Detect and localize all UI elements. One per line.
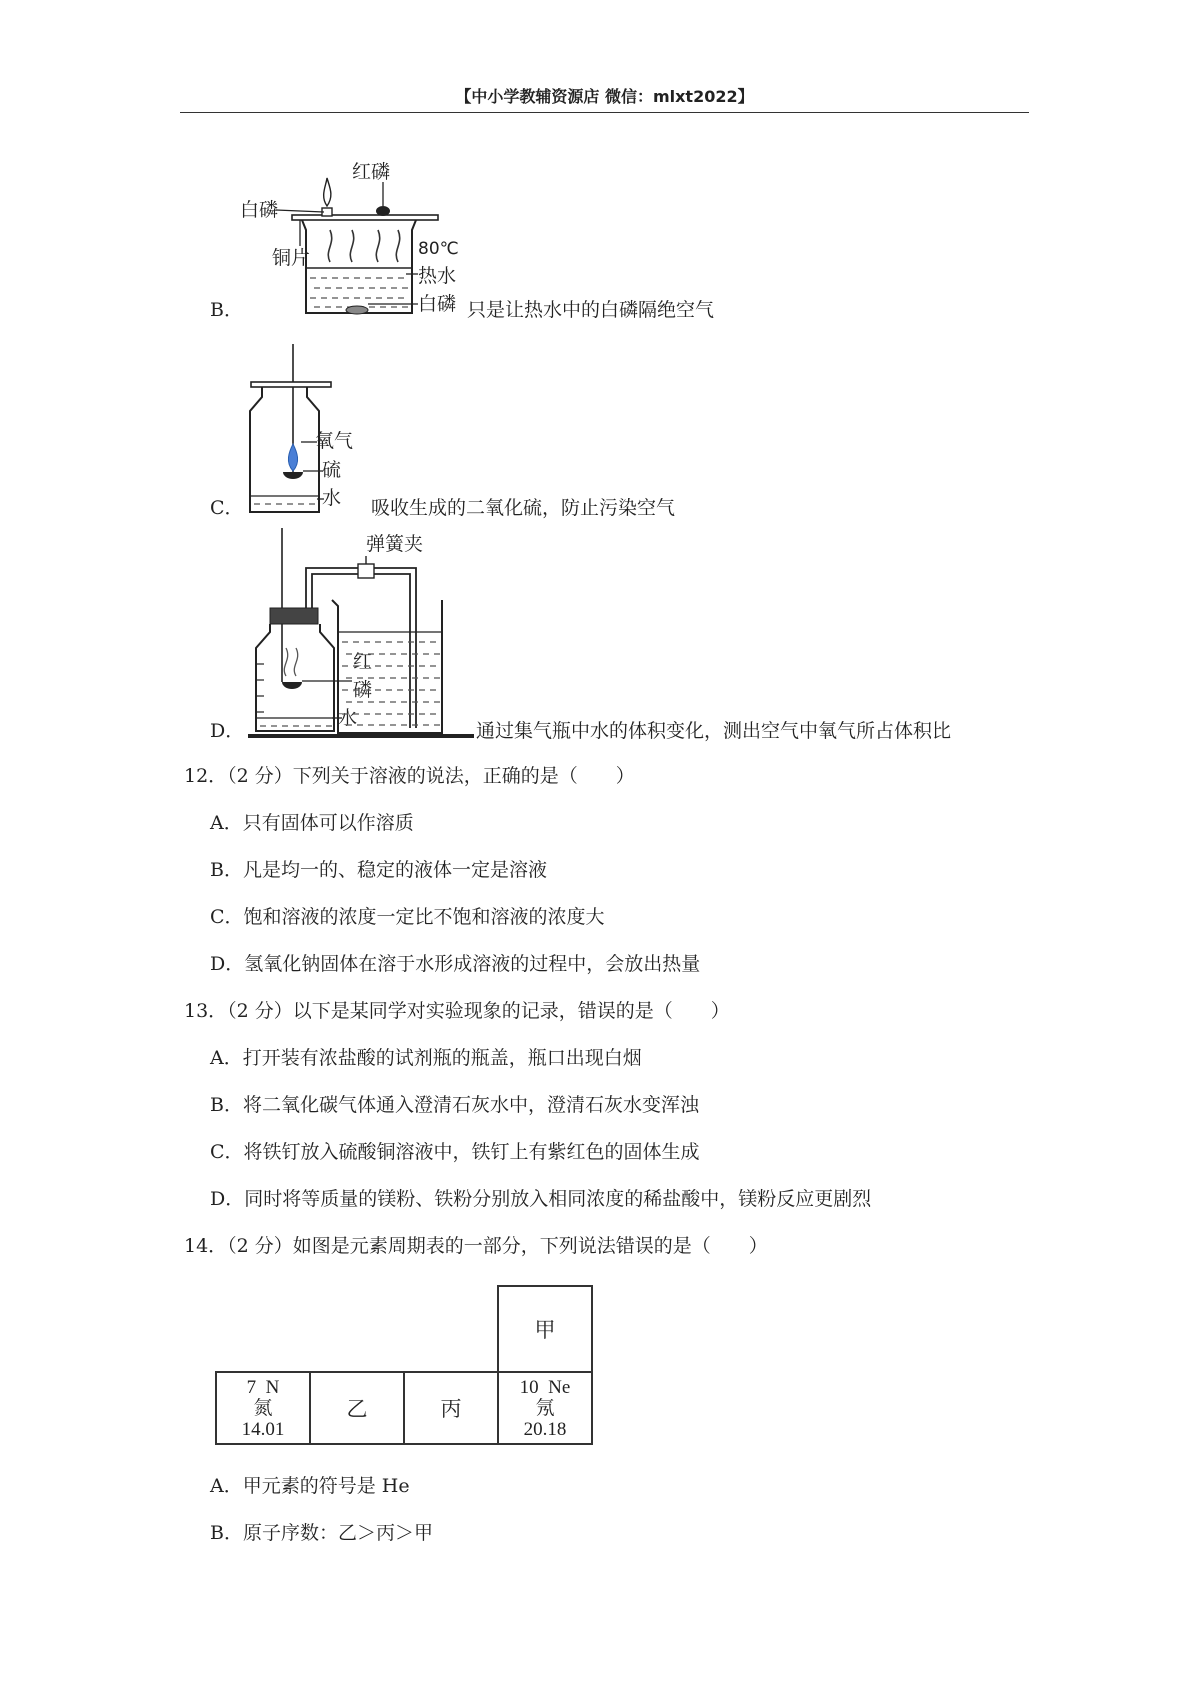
- q13-option-c: C．将铁钉放入硫酸铜溶液中，铁钉上有紫红色的固体生成: [210, 1141, 700, 1163]
- q12-option-c: C．饱和溶液的浓度一定比不饱和溶液的浓度大: [210, 906, 605, 928]
- flame-icon: [324, 178, 331, 206]
- label-spring-clip: 弹簧夹: [366, 533, 424, 555]
- cell-neon: [498, 1372, 592, 1444]
- figure-c-sulfur-in-oxygen: [245, 344, 370, 514]
- q11-option-d-text: 通过集气瓶中水的体积变化，测出空气中氧气所占体积比: [476, 720, 952, 742]
- page-header: 【中小学教辅资源店 微信：mlxt2022】: [180, 86, 1029, 113]
- q11-option-c-text: 吸收生成的二氧化硫，防止污染空气: [371, 497, 676, 519]
- spring-clip-shape: [358, 564, 374, 578]
- label-white-phosphorus-top: 白磷: [240, 199, 279, 221]
- label-water: 水: [322, 487, 342, 509]
- q11-option-b-text: 只是让热水中的白磷隔绝空气: [467, 299, 715, 321]
- nitrogen-name: 氮: [253, 1397, 273, 1419]
- red-phosphorus-shape: [376, 206, 390, 216]
- q11-option-d-letter: D．: [210, 720, 245, 742]
- q11-option-c-letter: C．: [210, 497, 244, 519]
- cell-yi: 乙: [310, 1372, 404, 1444]
- label-phosphorus: 磷: [353, 679, 373, 701]
- q13-stem: 13．（2 分）以下是某同学对实验现象的记录，错误的是（ ）: [184, 1000, 730, 1022]
- cell-jia: 甲: [498, 1286, 592, 1372]
- q13-option-a: A．打开装有浓盐酸的试剂瓶的瓶盖，瓶口出现白烟: [210, 1047, 642, 1069]
- blue-flame-icon: [288, 444, 297, 471]
- cell-nitrogen: [216, 1372, 310, 1444]
- copper-sheet-shape: [292, 215, 438, 220]
- q12-stem: 12．（2 分）下列关于溶液的说法，正确的是（ ）: [184, 765, 635, 787]
- label-temperature: 80℃: [418, 239, 459, 259]
- q13-option-d: D．同时将等质量的镁粉、铁粉分别放入相同浓度的稀盐酸中，镁粉反应更剧烈: [210, 1188, 872, 1210]
- figure-d-oxygen-volume-experiment: [246, 528, 476, 740]
- label-red-phosphorus: 红磷: [352, 161, 391, 183]
- label-oxygen: 氧气: [315, 430, 354, 452]
- neon-name: 氖: [535, 1397, 555, 1419]
- periodic-table-fragment: [215, 1285, 593, 1445]
- q12-option-a: A．只有固体可以作溶质: [210, 812, 414, 834]
- q12-option-d: D．氢氧化钠固体在溶于水形成溶液的过程中，会放出热量: [210, 953, 701, 975]
- nitrogen-number: 7: [246, 1376, 257, 1398]
- nitrogen-mass: 14.01: [241, 1418, 285, 1440]
- cell-bing: 丙: [404, 1372, 498, 1444]
- neon-number: 10: [519, 1376, 539, 1398]
- combustion-spoon: [283, 472, 303, 479]
- neon-mass: 20.18: [523, 1418, 567, 1440]
- label-copper-sheet: 铜片: [272, 247, 311, 269]
- q13-option-b: B．将二氧化碳气体通入澄清石灰水中，澄清石灰水变浑浊: [210, 1094, 699, 1116]
- label-white-phosphorus-bottom: 白磷: [418, 293, 457, 315]
- neon-symbol: Ne: [548, 1376, 571, 1398]
- figure-b-phosphorus-experiment: [240, 150, 470, 325]
- q11-option-b-letter: B．: [210, 299, 243, 321]
- q12-option-b: B．凡是均一的、稳定的液体一定是溶液: [210, 859, 547, 881]
- q14-option-b: B．原子序数：乙＞丙＞甲: [210, 1522, 433, 1544]
- q14-option-a: A．甲元素的符号是 He: [210, 1475, 410, 1497]
- label-hot-water: 热水: [418, 265, 457, 287]
- label-sulfur: 硫: [322, 459, 342, 481]
- nitrogen-symbol: N: [265, 1376, 280, 1398]
- label-red: 红: [353, 651, 373, 673]
- q14-stem: 14．（2 分）如图是元素周期表的一部分，下列说法错误的是（ ）: [184, 1235, 768, 1257]
- label-water: 水: [338, 707, 358, 729]
